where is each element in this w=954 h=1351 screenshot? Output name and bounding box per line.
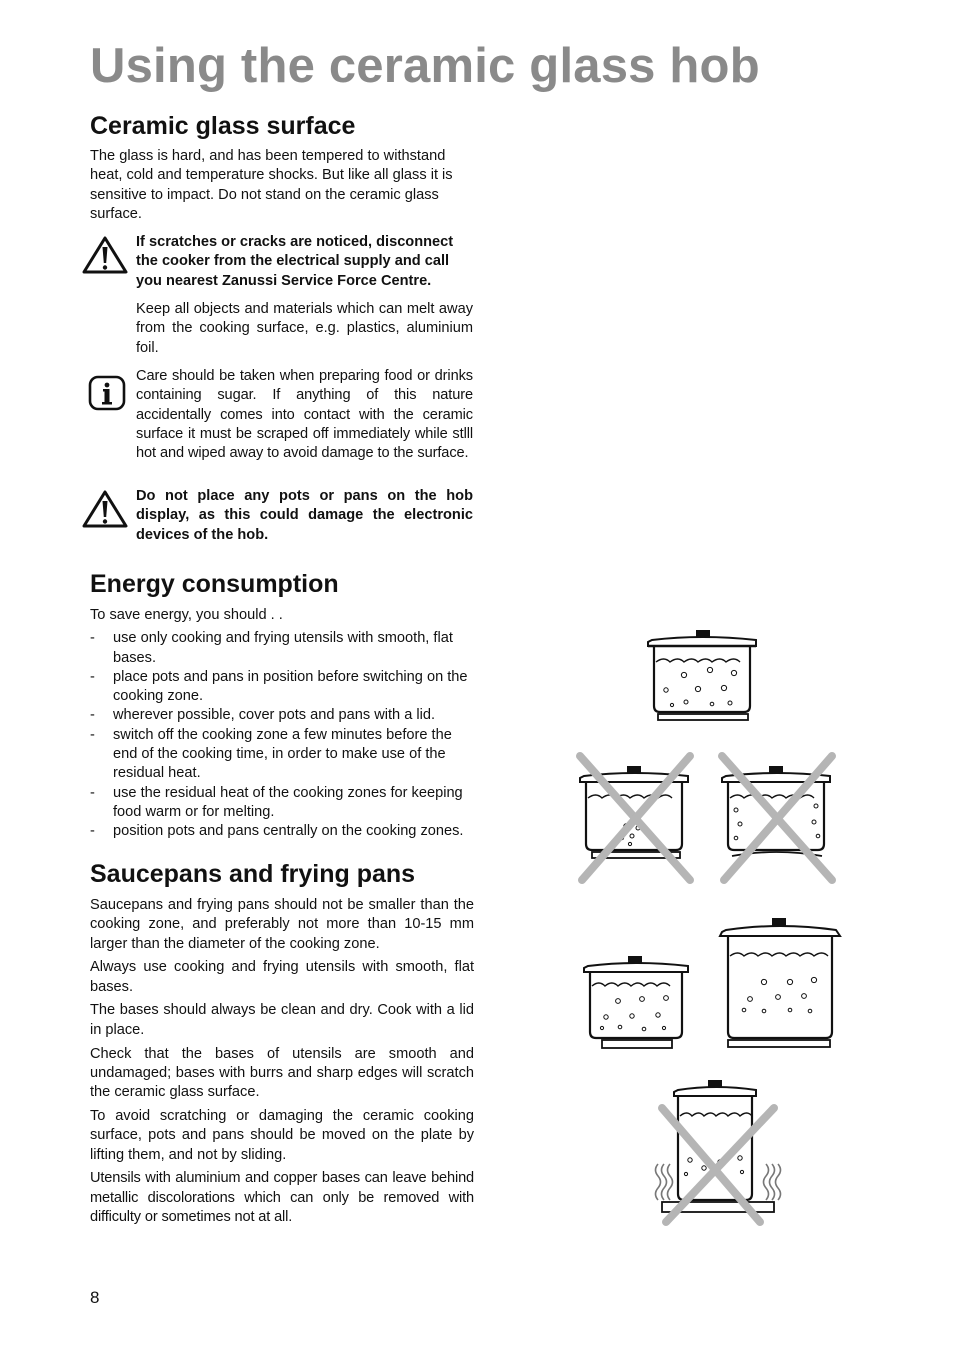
- pan-wrong-domed-base-illustration: [570, 752, 700, 884]
- pan-correct-small-illustration: [578, 954, 696, 1054]
- energy-section: [90, 570, 474, 599]
- page-title: Using the ceramic glass hob: [90, 39, 760, 93]
- saucepans-paragraph: The bases should always be clean and dry. Cook with a lid in place.: [90, 1002, 474, 1038]
- saucepans-paragraph: Always use cooking and frying utensils with smooth, flat bases.: [90, 959, 474, 995]
- energy-heading: Energy consumption: [90, 570, 339, 598]
- list-item: - use the residual heat of the cooking zones for keeping food warm or for melting.: [90, 784, 474, 823]
- ceramic-intro: The glass is hard, and has been tempered to withstand heat, cold and temperature shocks. But like all glass it is sensitive to impact. Do not stand on the ceramic glass surface.: [90, 148, 453, 222]
- warning-triangle-icon: [82, 490, 128, 528]
- saucepans-paragraph: To avoid scratching or damaging the ceramic cooking surface, pots and pans should be moved on the plate by lifting them, and not by sliding.: [90, 1107, 474, 1163]
- list-item: - use only cooking and frying utensils with smooth, flat bases.: [90, 629, 474, 668]
- warning-note-scratches: [136, 233, 473, 291]
- info-note-sugar: [136, 367, 473, 463]
- page-number: 8: [90, 1288, 100, 1307]
- list-item: - wherever possible, cover pots and pans with a lid.: [90, 706, 474, 725]
- keep-objects-note: [136, 300, 473, 358]
- warning-scratches-text: If scratches or cracks are noticed, disconnect the cooker from the electrical supply and call you nearest Zanussi Service Force Centre.: [136, 234, 454, 289]
- pan-correct-large-illustration: [714, 916, 846, 1052]
- warning-triangle-icon: [82, 236, 128, 274]
- list-item: - switch off the cooking zone a few minutes before the end of the cooking time, in order to make use of the residual heat.: [90, 726, 474, 784]
- energy-list: [90, 629, 474, 841]
- saucepans-section: [90, 860, 474, 889]
- warning-display-text: Do not place any pots or pans on the hob display, as this could damage the electronic devices of the hob.: [136, 488, 473, 543]
- ceramic-intro-block: [90, 147, 474, 224]
- saucepans-paragraph: Saucepans and frying pans should not be smaller than the cooking zone, and preferably not more than 10-15 mm larger than the diameter of the cooking zone.: [90, 897, 474, 952]
- list-item: - position pots and pans centrally on the cooking zones.: [90, 822, 474, 841]
- saucepans-paragraph: Utensils with aluminium and copper bases can leave behind metallic discolorations which can only be removed with difficulty or sometimes not at all.: [90, 1170, 474, 1225]
- warning-note-display: [136, 487, 473, 545]
- pan-correct-centered-illustration: [640, 626, 764, 726]
- ceramic-section: [90, 112, 474, 141]
- list-item: - place pots and pans in position before switching on the cooking zone.: [90, 668, 474, 707]
- info-sugar-text: Care should be taken when preparing food or drinks containing sugar. If anything of this nature accidentally comes into contact with the ceramic surface it must be scraped off immediately while stlll hot and wiped away to avoid damage to the surface.: [136, 368, 473, 462]
- saucepans-paragraph: Check that the bases of utensils are smooth and undamaged; bases with burrs and sharp edges will scratch the ceramic glass surface.: [90, 1045, 474, 1101]
- saucepans-body: [90, 896, 474, 1227]
- keep-objects-text: Keep all objects and materials which can melt away from the cooking surface, e.g. plastics, aluminium foil.: [136, 301, 473, 356]
- info-icon: [88, 375, 126, 411]
- saucepans-heading: Saucepans and frying pans: [90, 860, 416, 888]
- energy-body: [90, 606, 474, 842]
- energy-intro: To save energy, you should . .: [90, 607, 283, 623]
- ceramic-heading: Ceramic glass surface: [90, 112, 356, 140]
- pan-wrong-small-heat-loss-illustration: [650, 1076, 786, 1228]
- pan-wrong-concave-base-illustration: [712, 752, 842, 884]
